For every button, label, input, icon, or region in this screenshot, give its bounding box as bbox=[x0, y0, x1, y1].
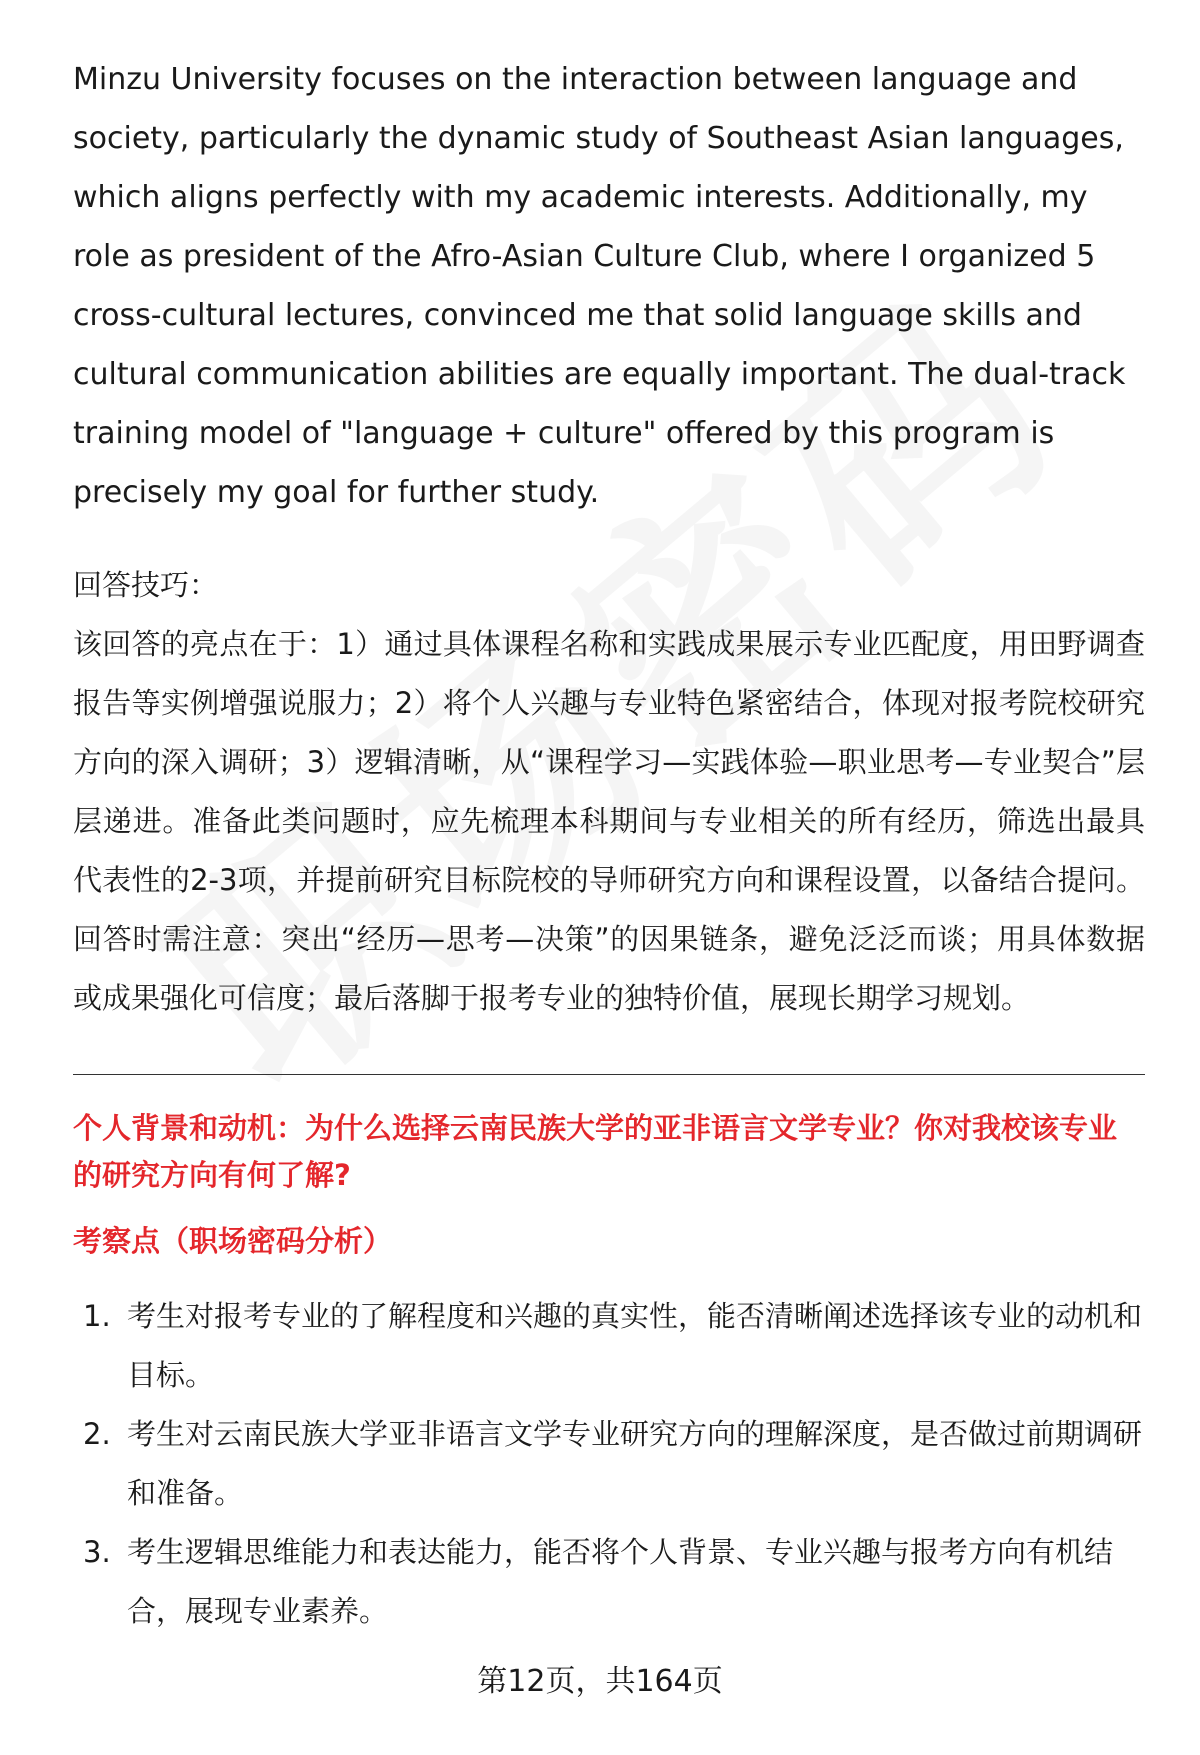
page-number: 第12页，共164页 bbox=[477, 1664, 723, 1699]
assessment-list bbox=[73, 1287, 1145, 1641]
list-item bbox=[73, 1523, 1145, 1641]
section-divider bbox=[73, 1074, 1145, 1075]
tips-label: 回答技巧： bbox=[73, 568, 219, 602]
list-item-number: 1. bbox=[83, 1299, 111, 1333]
list-item-number: 3. bbox=[83, 1535, 111, 1569]
list-item-text: 考生逻辑思维能力和表达能力，能否将个人背景、专业兴趣与报考方向有机结合，展现专业素养。 bbox=[127, 1535, 1114, 1628]
list-item-text: 考生对报考专业的了解程度和兴趣的真实性，能否清晰阐述选择该专业的动机和目标。 bbox=[127, 1299, 1143, 1392]
answer-paragraph: Minzu University focuses on the interaction between language and society, particularly the dynamic study of Southeast Asian languages, which aligns perfectly with my academic interests. Additionally, my role as president of the Afro-Asian Culture Club, where I organized 5 cross-cultural lectures, convinced me that solid language skills and cultural communication abilities are equally important. The dual-track training model of "language + culture" offered by this program is precisely my goal for further study. bbox=[73, 62, 1126, 510]
list-item-number: 2. bbox=[83, 1417, 111, 1451]
page-content bbox=[73, 50, 1145, 1641]
list-item bbox=[73, 1405, 1145, 1523]
list-item bbox=[73, 1287, 1145, 1405]
assessment-title: 考察点（职场密码分析） bbox=[73, 1224, 393, 1258]
list-item-text: 考生对云南民族大学亚非语言文学专业研究方向的理解深度，是否做过前期调研和准备。 bbox=[127, 1417, 1143, 1510]
tips-paragraph: 该回答的亮点在于：1）通过具体课程名称和实践成果展示专业匹配度，用田野调查报告等实例增强说服力；2）将个人兴趣与专业特色紧密结合，体现对报考院校研究方向的深入调研；3）逻辑清晰，从“课程学习—实践体验—职业思考—专业契合”层层递进。准备此类问题时，应先梳理本科期间与专业相关的所有经历，筛选出最具代表性的2-3项，并提前研究目标院校的导师研究方向和课程设置，以备结合提问。回答时需注意：突出“经历—思考—决策”的因果链条，避免泛泛而谈；用具体数据或成果强化可信度；最后落脚于报考专业的独特价值，展现长期学习规划。 bbox=[73, 627, 1145, 1015]
question-heading: 个人背景和动机：为什么选择云南民族大学的亚非语言文学专业？你对我校该专业的研究方向有何了解? bbox=[73, 1111, 1118, 1192]
